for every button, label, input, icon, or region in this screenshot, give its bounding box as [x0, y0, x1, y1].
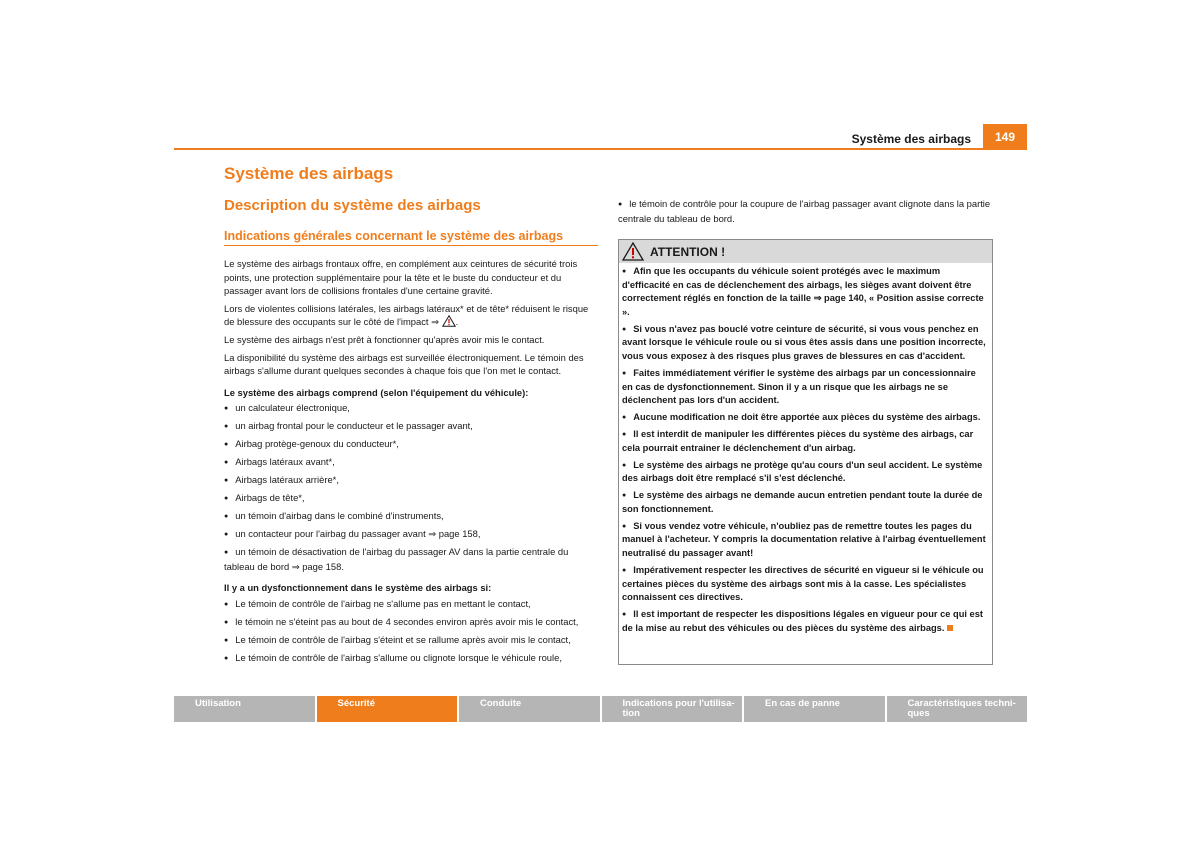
- header-rule: [174, 148, 1027, 150]
- warning-item: ● Si vous n'avez pas bouclé votre ceinture de sécurité, si vous vous penchez en avant lorsque le véhicule roule ou si vous êtes assis dans une position incorrecte, vous vous exposez à des risques plus graves de blessures en cas d'accident.: [622, 323, 988, 364]
- warning-item: ● Le système des airbags ne demande aucun entretien pendant toute la durée de son fonctionnement.: [622, 489, 988, 516]
- warning-item: ● Aucune modification ne doit être apportée aux pièces du système des airbags.: [622, 411, 988, 425]
- warning-item: ● Afin que les occupants du véhicule soient protégés avec le maximum d'efficacité en cas de déclenchement des airbags, les sièges avant doivent être correctement réglés en fonction de la taille ⇒ page 140, « Position assise correcte ».: [622, 265, 988, 319]
- paragraph: Lors de violentes collisions latérales, les airbags latéraux* et de tête* réduisent le risque de blessure des occupants sur le côté de l'impact ⇒ .: [224, 302, 589, 328]
- tab-indications[interactable]: Indications pour l'utilisa- tion: [602, 696, 743, 722]
- tab-utilisation[interactable]: Utilisation: [174, 696, 315, 722]
- warning-header: [619, 240, 992, 263]
- paragraph: Le système des airbags n'est prêt à fonctionner qu'après avoir mis le contact.: [224, 333, 545, 345]
- warning-item: ● Si vous vendez votre véhicule, n'oubliez pas de remettre toutes les pages du manuel à l'acheteur. Y compris la documentation relative à l'airbag éventuellement neutralisé du passager avant!: [622, 520, 988, 561]
- chapter-title: Système des airbags: [224, 164, 394, 183]
- list-item: ● Le témoin de contrôle de l'airbag s'allume ou clignote lorsque le véhicule roule,: [224, 651, 599, 666]
- tab-caracteristiques[interactable]: Caractéristiques techni- ques: [887, 696, 1028, 722]
- list-item: ● le témoin ne s'éteint pas au bout de 4 secondes environ après avoir mis le contact,: [224, 615, 599, 630]
- warning-item: ● Il est important de respecter les dispositions légales en vigueur pour ce qui est de la mise au rebut des véhicules ou des pièces du système des airbags.: [622, 608, 988, 635]
- list-item: ● un airbag frontal pour le conducteur et le passager avant,: [224, 419, 599, 434]
- paragraph: Le système des airbags frontaux offre, en complément aux ceintures de sécurité trois points, une protection supplémentaire pour la tête et le buste du conducteur et du passager avant lors de collisions frontales d'une certaine gravité.: [224, 258, 578, 297]
- left-column: [224, 257, 599, 669]
- tab-securite[interactable]: Sécurité: [317, 696, 458, 722]
- list-item: ● un témoin de désactivation de l'airbag du passager AV dans la partie centrale du tableau de bord ⇒ page 158.: [224, 545, 599, 573]
- page-number: 149: [983, 124, 1027, 150]
- list-item: ● un contacteur pour l'airbag du passager avant ⇒ page 158,: [224, 527, 599, 542]
- list-item: ● Airbags de tête*,: [224, 491, 599, 506]
- subsection-rule: [224, 245, 598, 246]
- warning-triangle-icon: [622, 242, 644, 261]
- list-title: Il y a un dysfonctionnement dans le système des airbags si:: [224, 582, 492, 594]
- list-title: Le système des airbags comprend (selon l'équipement du véhicule):: [224, 386, 529, 398]
- list-item: ● Le témoin de contrôle de l'airbag ne s'allume pas en mettant le contact,: [224, 597, 599, 612]
- warning-title: ATTENTION !: [650, 244, 726, 259]
- tab-en-cas-de-panne[interactable]: En cas de panne: [744, 696, 885, 722]
- running-header: Système des airbags: [851, 132, 971, 146]
- list-item: ● Airbags latéraux arrière*,: [224, 473, 599, 488]
- list-item: ● le témoin de contrôle pour la coupure de l'airbag passager avant clignote dans la partie centrale du tableau de bord.: [618, 197, 993, 225]
- warning-triangle-icon[interactable]: [442, 315, 456, 327]
- warning-item: ● Il est interdit de manipuler les différentes pièces du système des airbags, car cela pourrait entrainer le déclenchement d'un airbag.: [622, 428, 988, 455]
- end-marker: [947, 625, 953, 631]
- subsection-title: Indications générales concernant le système des airbags: [224, 229, 564, 243]
- list-item: ● un calculateur électronique,: [224, 401, 599, 416]
- footer-nav: [174, 696, 1027, 722]
- warning-body: [619, 263, 992, 635]
- list-item: ● Airbag protège-genoux du conducteur*,: [224, 437, 599, 452]
- warning-item: ● Le système des airbags ne protège qu'au cours d'un seul accident. Le système des airbags doit être remplacé s'il s'est déclenché.: [622, 459, 988, 486]
- paragraph: La disponibilité du système des airbags est surveillée électroniquement. Le témoin des airbags s'allume durant quelques secondes à chaque fois que l'on met le contact.: [224, 351, 584, 377]
- tab-conduite[interactable]: Conduite: [459, 696, 600, 722]
- section-title: Description du système des airbags: [224, 197, 481, 214]
- warning-item: ● Impérativement respecter les directives de sécurité en vigueur si le véhicule ou certaines pièces du système des airbags sont mis à la casse. Les spécialistes connaissent ces directives.: [622, 564, 988, 605]
- warning-item: ● Faites immédiatement vérifier le système des airbags par un concessionnaire en cas de dysfonctionnement. Sinon il y a un risque que les airbags ne se déclenchent pas lors d'un accident.: [622, 367, 988, 408]
- list-item: ● Airbags latéraux avant*,: [224, 455, 599, 470]
- right-column-intro: [618, 197, 993, 225]
- list-item: ● un témoin d'airbag dans le combiné d'instruments,: [224, 509, 599, 524]
- list-item: ● Le témoin de contrôle de l'airbag s'éteint et se rallume après avoir mis le contact,: [224, 633, 599, 648]
- warning-box: [618, 239, 993, 665]
